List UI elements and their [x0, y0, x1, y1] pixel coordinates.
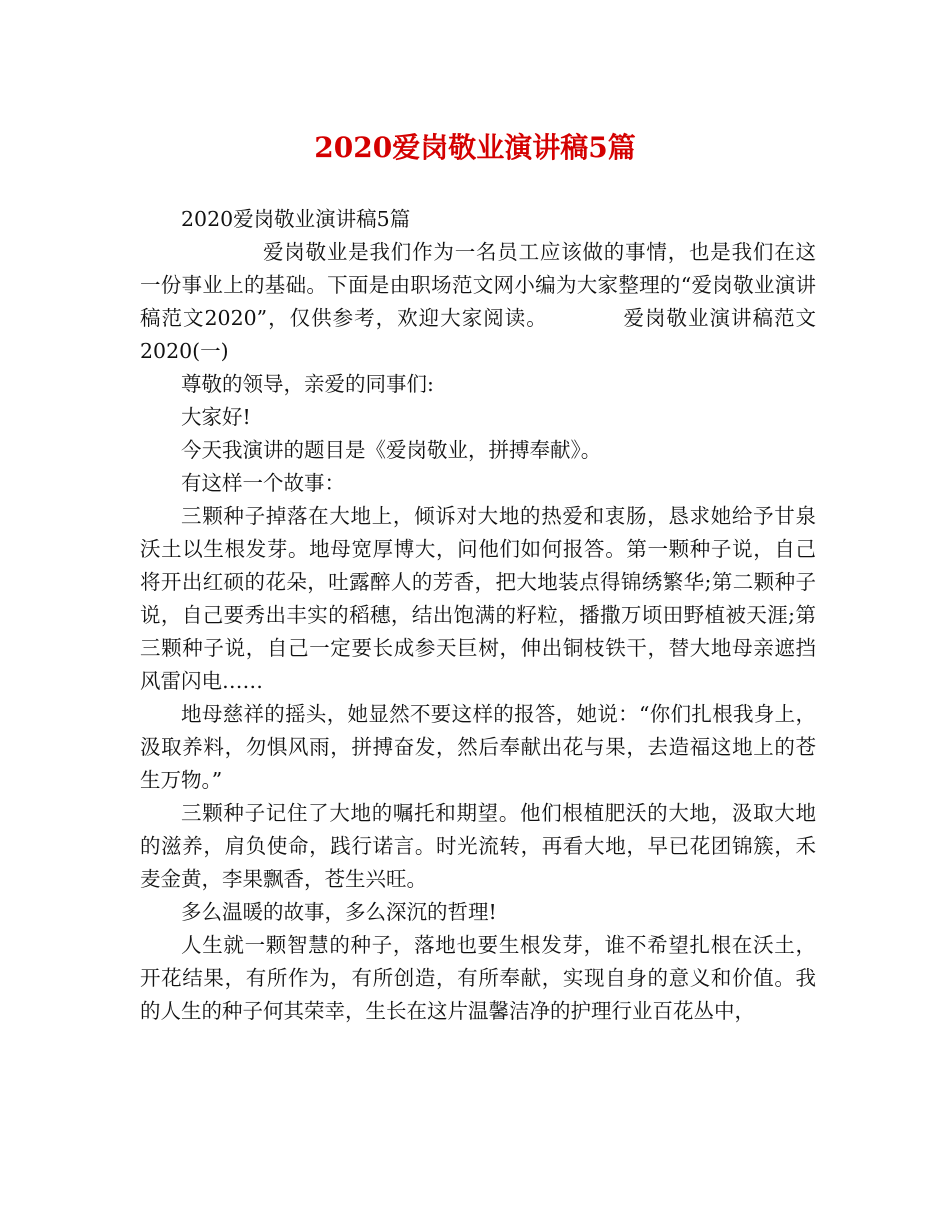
body-paragraph: 大家好!: [181, 405, 251, 429]
body-paragraph: 地母慈祥的摇头，她显然不要这样的报答，她说：“你们扎根我身上，汲取养料，勿惧风雨，拼搏奋发，然后奉献出花与果，去造福这地上的苍生万物。”: [140, 702, 816, 792]
body-paragraph: 多么温暖的故事，多么深沉的哲理!: [181, 900, 497, 924]
document-body: [140, 203, 816, 1028]
body-paragraph: 尊敬的领导，亲爱的同事们:: [181, 372, 434, 396]
document-title: 2020爱岗敬业演讲稿5篇: [314, 131, 636, 164]
body-paragraph: 2020爱岗敬业演讲稿5篇: [181, 207, 411, 231]
body-paragraph: 三颗种子记住了大地的嘱托和期望。他们根植肥沃的大地，汲取大地的滋养，肩负使命，践行诺言。时光流转，再看大地，早已花团锦簇，禾麦金黄，李果飘香，苍生兴旺。: [140, 801, 816, 891]
body-paragraph: 有这样一个故事：: [181, 471, 345, 495]
body-paragraph: 人生就一颗智慧的种子，落地也要生根发芽，谁不希望扎根在沃土，开花结果，有所作为，有所创造，有所奉献，实现自身的意义和价值。我的人生的种子何其荣幸，生长在这片温馨洁净的护理行业百花丛中，: [140, 933, 816, 1023]
body-paragraph: 爱岗敬业是我们作为一名员工应该做的事情，也是我们在这一份事业上的基础。下面是由职场范文网小编为大家整理的“爱岗敬业演讲稿范文2020”，仅供参考，欢迎大家阅读。 爱岗敬业演讲稿范文2020(一): [140, 240, 816, 363]
body-paragraph: 今天我演讲的题目是《爱岗敬业，拼搏奉献》。: [181, 438, 602, 462]
body-paragraph: 三颗种子掉落在大地上，倾诉对大地的热爱和衷肠，恳求她给予甘泉沃土以生根发芽。地母宽厚博大，问他们如何报答。第一颗种子说，自己将开出红硕的花朵，吐露醉人的芳香，把大地装点得锦绣繁华;第二颗种子说，自己要秀出丰实的稻穗，结出饱满的籽粒，播撒万顷田野植被天涯;第三颗种子说，自己一定要长成参天巨树，伸出铜枝铁干，替大地母亲遮挡风雷闪电……: [140, 504, 816, 693]
